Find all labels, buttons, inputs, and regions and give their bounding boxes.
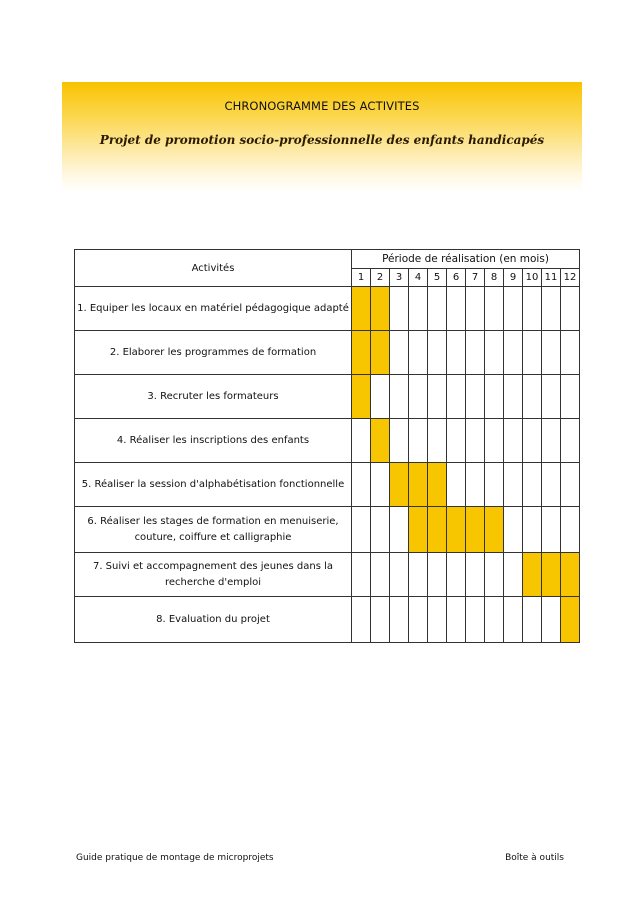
period-column-header: Période de réalisation (en mois) [352, 250, 580, 269]
schedule-cell [428, 331, 447, 375]
schedule-cell-active [447, 507, 466, 553]
schedule-cell [447, 287, 466, 331]
schedule-cell [542, 375, 561, 419]
schedule-cell [561, 419, 580, 463]
schedule-cell [466, 331, 485, 375]
schedule-cell [504, 331, 523, 375]
schedule-cell [542, 597, 561, 643]
schedule-cell [523, 287, 542, 331]
schedule-cell [466, 287, 485, 331]
schedule-cell [409, 597, 428, 643]
schedule-cell [371, 463, 390, 507]
activity-schedule-table [74, 249, 580, 643]
schedule-cell [542, 331, 561, 375]
schedule-cell [542, 419, 561, 463]
table-row [75, 597, 580, 643]
schedule-cell [428, 419, 447, 463]
activity-label: 3. Recruter les formateurs [75, 375, 352, 419]
schedule-cell [504, 287, 523, 331]
schedule-cell [447, 463, 466, 507]
schedule-cell [409, 375, 428, 419]
schedule-cell [390, 553, 409, 597]
schedule-cell [447, 553, 466, 597]
schedule-cell [390, 419, 409, 463]
schedule-cell [466, 375, 485, 419]
activity-label: 7. Suivi et accompagnement des jeunes dans la recherche d'emploi [75, 553, 352, 597]
schedule-cell [390, 507, 409, 553]
activity-label: 6. Réaliser les stages de formation en menuiserie, couture, coiffure et calligraphie [75, 507, 352, 553]
schedule-cell [523, 463, 542, 507]
month-header-6: 6 [447, 268, 466, 287]
table-row [75, 375, 580, 419]
month-header-11: 11 [542, 268, 561, 287]
schedule-cell [352, 419, 371, 463]
schedule-cell [409, 553, 428, 597]
table-row [75, 553, 580, 597]
schedule-cell [485, 553, 504, 597]
schedule-cell [561, 331, 580, 375]
schedule-cell [504, 507, 523, 553]
footer-section: Boîte à outils [505, 853, 564, 863]
schedule-cell [504, 419, 523, 463]
schedule-cell-active [466, 507, 485, 553]
table-row [75, 507, 580, 553]
schedule-cell-active [485, 507, 504, 553]
schedule-cell-active [409, 463, 428, 507]
schedule-cell [352, 463, 371, 507]
schedule-cell-active [561, 553, 580, 597]
title-banner [62, 82, 582, 192]
schedule-cell [447, 375, 466, 419]
schedule-cell [485, 287, 504, 331]
schedule-cell [352, 507, 371, 553]
schedule-cell [447, 419, 466, 463]
schedule-cell [371, 597, 390, 643]
table-row [75, 419, 580, 463]
month-header-12: 12 [561, 268, 580, 287]
schedule-cell-active [371, 287, 390, 331]
schedule-cell [409, 287, 428, 331]
month-header-1: 1 [352, 268, 371, 287]
activity-label: 8. Evaluation du projet [75, 597, 352, 643]
schedule-cell [542, 287, 561, 331]
schedule-cell [504, 463, 523, 507]
schedule-cell-active [371, 419, 390, 463]
activity-label: 2. Elaborer les programmes de formation [75, 331, 352, 375]
schedule-cell [428, 287, 447, 331]
schedule-cell [561, 375, 580, 419]
schedule-cell [428, 597, 447, 643]
schedule-cell [561, 287, 580, 331]
schedule-cell [466, 553, 485, 597]
schedule-cell [485, 597, 504, 643]
schedule-cell-active [428, 463, 447, 507]
activity-label: 5. Réaliser la session d'alphabétisation fonctionnelle [75, 463, 352, 507]
footer-guide-title: Guide pratique de montage de microprojets [76, 853, 274, 863]
schedule-cell [371, 507, 390, 553]
schedule-cell-active [371, 331, 390, 375]
schedule-cell-active [523, 553, 542, 597]
schedule-cell-active [352, 375, 371, 419]
schedule-cell [390, 375, 409, 419]
schedule-cell [542, 463, 561, 507]
month-header-9: 9 [504, 268, 523, 287]
table-row [75, 463, 580, 507]
schedule-cell [523, 507, 542, 553]
schedule-cell [390, 287, 409, 331]
schedule-cell [390, 597, 409, 643]
schedule-cell [447, 597, 466, 643]
table-row [75, 331, 580, 375]
month-header-3: 3 [390, 268, 409, 287]
schedule-cell-active [352, 287, 371, 331]
schedule-cell-active [542, 553, 561, 597]
schedule-cell [371, 375, 390, 419]
activity-label: 4. Réaliser les inscriptions des enfants [75, 419, 352, 463]
month-header-7: 7 [466, 268, 485, 287]
schedule-cell [428, 375, 447, 419]
schedule-cell [504, 597, 523, 643]
schedule-cell-active [352, 331, 371, 375]
activities-column-header: Activités [75, 250, 352, 287]
schedule-cell [428, 553, 447, 597]
schedule-cell-active [561, 597, 580, 643]
month-header-10: 10 [523, 268, 542, 287]
schedule-cell [561, 507, 580, 553]
schedule-cell [561, 463, 580, 507]
schedule-cell [409, 419, 428, 463]
schedule-cell-active [390, 463, 409, 507]
schedule-cell-active [409, 507, 428, 553]
schedule-cell [352, 553, 371, 597]
schedule-cell [447, 331, 466, 375]
schedule-cell [485, 331, 504, 375]
schedule-cell [542, 507, 561, 553]
project-subtitle: Projet de promotion socio-professionnelle des enfants handicapés [99, 133, 545, 147]
document-title: CHRONOGRAMME DES ACTIVITES [224, 99, 420, 113]
month-header-4: 4 [409, 268, 428, 287]
table-row [75, 287, 580, 331]
schedule-cell [409, 331, 428, 375]
schedule-cell-active [428, 507, 447, 553]
schedule-cell [523, 419, 542, 463]
schedule-cell [504, 553, 523, 597]
schedule-cell [466, 597, 485, 643]
schedule-cell [485, 419, 504, 463]
schedule-cell [352, 597, 371, 643]
schedule-cell [390, 331, 409, 375]
schedule-cell [504, 375, 523, 419]
month-header-8: 8 [485, 268, 504, 287]
schedule-cell [466, 419, 485, 463]
schedule-cell [523, 331, 542, 375]
schedule-cell [485, 463, 504, 507]
activity-label: 1. Equiper les locaux en matériel pédagogique adapté [75, 287, 352, 331]
month-header-2: 2 [371, 268, 390, 287]
schedule-cell [466, 463, 485, 507]
schedule-cell [371, 553, 390, 597]
schedule-cell [523, 375, 542, 419]
month-header-5: 5 [428, 268, 447, 287]
schedule-cell [485, 375, 504, 419]
schedule-cell [523, 597, 542, 643]
